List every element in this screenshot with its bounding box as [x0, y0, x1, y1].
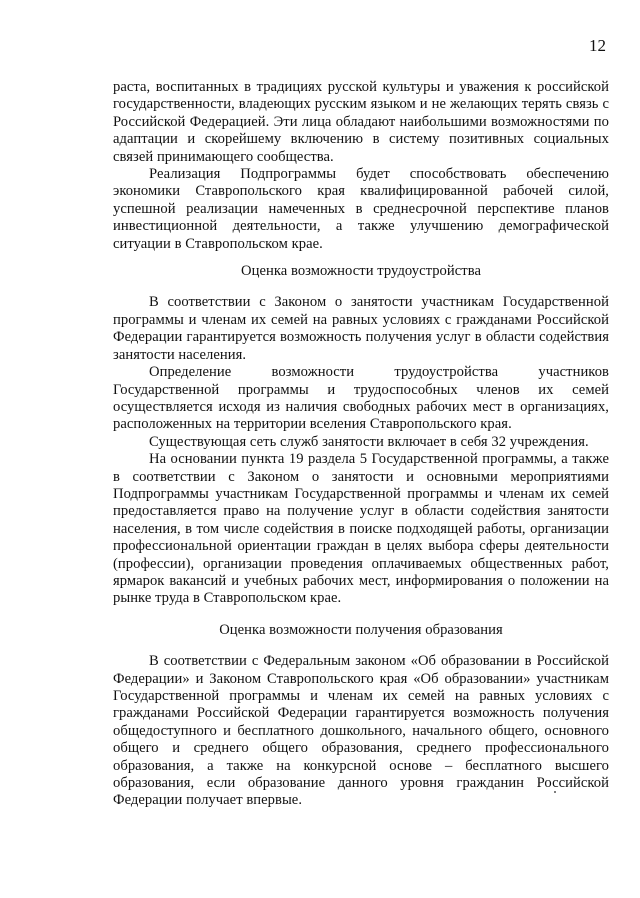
paragraph-employment-law: В соответствии с Законом о занятости участникам Государственной программы и членам их семей на равных условиях с гражданами Российской Федерации гарантируется возможность получения услуг в области содействия занятости населения.	[113, 294, 609, 363]
paragraph-continuation: раста, воспитанных в традициях русской культуры и уважения к российской государственности, владеющих русским языком и не желающих терять связь с Российской Федерацией. Эти лица обладают наибольшими возможностями по адаптации и скорейшему включению в систему позитивных социальных связей принимающего сообщества.	[113, 79, 609, 165]
document-body	[113, 79, 609, 810]
paragraph-education-law: В соответствии с Федеральным законом «Об образовании в Российской Федерации» и Законом Ставропольского края «Об образовании» участникам Государственной программы и членам их семей на равных условиях с гражданами Российской Федерации гарантируется возможность получения общедоступного и бесплатного дошкольного, начального общего, основного общего и среднего общего образования, среднего профессионального образования, а также на конкурсной основе – бесплатного высшего образования, если образование данного уровня гражданин Российской Федерации получает впервые.	[113, 653, 609, 809]
paragraph-employment-rights: На основании пункта 19 раздела 5 Государственной программы, а также в соответствии с Законом о занятости и основными мероприятиями Подпрограммы участникам Государственной программы и членам их семей предоставляется право на получение услуг в области содействия занятости населения, в том числе содействия в поиске подходящей работы, организации профессиональной ориентации граждан в целях выбора сферы деятельности (профессии), организации проведения оплачиваемых общественных работ, ярмарок вакансий и учебных рабочих мест, информирования о положении на рынке труда в Ставропольском крае.	[113, 451, 609, 607]
paragraph-employment-services: Существующая сеть служб занятости включает в себя 32 учреждения.	[149, 433, 589, 450]
section-heading-employment: Оценка возможности трудоустройства	[241, 263, 481, 280]
page-number: 12	[589, 36, 606, 55]
section-heading-education: Оценка возможности получения образования	[219, 621, 503, 638]
paragraph-subprogram-impact: Реализация Подпрограммы будет способствовать обеспечению экономики Ставропольского края квалифицированной рабочей силой, успешной реализации намеченных в среднесрочной перспективе планов инвестиционной деятельности, а также улучшению демографической ситуации в Ставропольском крае.	[113, 166, 609, 252]
scan-speck	[554, 791, 556, 793]
paragraph-employment-determination: Определение возможности трудоустройства участников Государственной программы и трудоспособных членов их семей осуществляется исходя из наличия свободных рабочих мест в организациях, расположенных на территории вселения Ставропольского края.	[113, 364, 609, 433]
